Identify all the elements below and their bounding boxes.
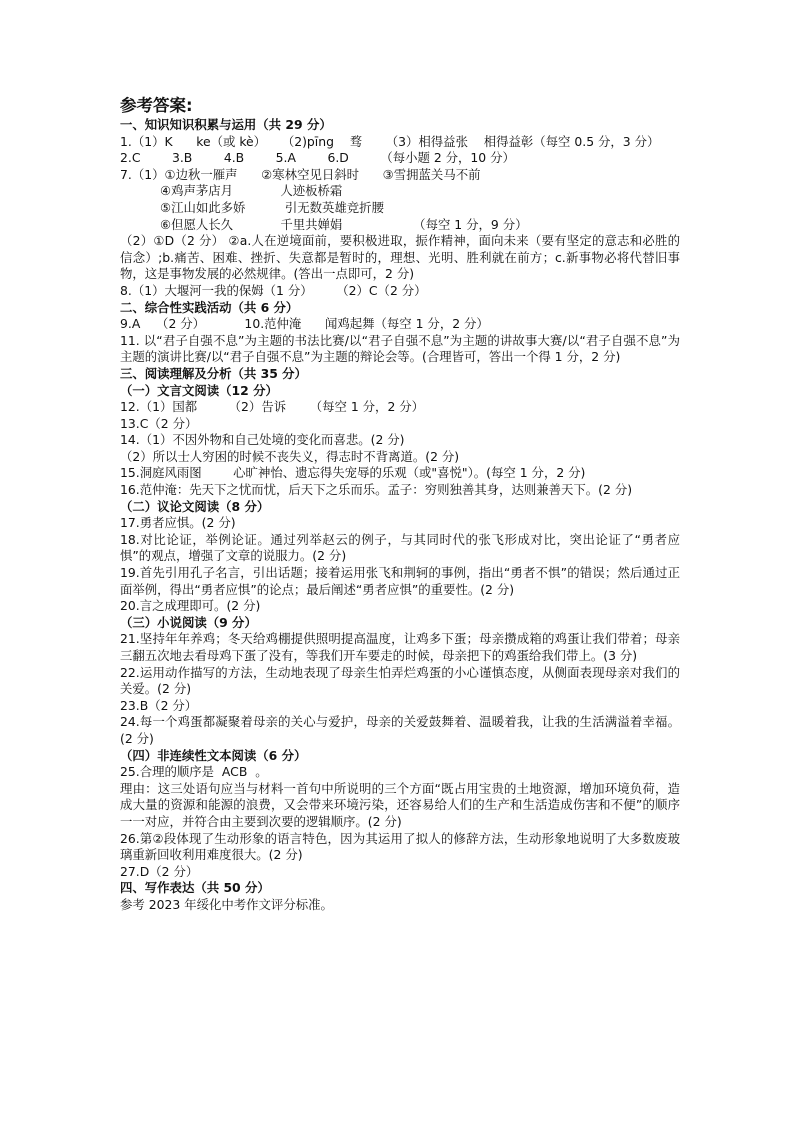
- answer-line: ⑤江山如此多娇 引无数英雄竞折腰: [160, 199, 384, 215]
- page-title: 参考答案:: [120, 96, 193, 115]
- answer-line: （2）①D（2 分） ②a.人在逆境面前，要积极进取，振作精神，面向未来（要有坚定的意志和必胜的信念）;b.痛苦、困难、挫折、失意都是暂时的，理想、光明、胜利就在前方；c.新事物必将代替旧事物，这是事物发展的必然规律。(答出一点即可，2 分): [120, 233, 680, 282]
- answer-line: （2）所以士人穷困的时候不丧失义，得志时不背离道。(2 分): [120, 448, 460, 464]
- answer-line: 1.（1）K ke（或 kè） （2)pīng 骛 （3）相得益张 相得益彰（每空 0.5 分，3 分）: [120, 133, 660, 149]
- answer-line: 24.每一个鸡蛋都凝聚着母亲的关心与爱护，母亲的关爱鼓舞着、温暖着我，让我的生活满溢着幸福。(2 分): [120, 714, 680, 746]
- section-heading: （一）文言文阅读（12 分）: [120, 382, 278, 398]
- section-heading: 三、阅读理解及分析（共 35 分）: [120, 365, 307, 381]
- answer-line: ⑥但愿人长久 千里共婵娟 （每空 1 分，9 分）: [160, 216, 528, 232]
- answer-line: 13.C（2 分）: [120, 415, 198, 431]
- section-heading: （二）议论文阅读（8 分）: [120, 498, 270, 514]
- answer-line: 22.运用动作描写的方法，生动地表现了母亲生怕弄烂鸡蛋的小心谨慎态度，从侧面表现母亲对我们的关爱。(2 分): [120, 664, 680, 697]
- answer-line: 17.勇者应惧。(2 分): [120, 515, 236, 531]
- answer-line: 11. 以“君子自强不息”为主题的书法比赛/以“君子自强不息”为主题的讲故事大赛/以“君子自强不息”为主题的演讲比赛/以“君子自强不息”为主题的辩论会等。(合理皆可，答出一个得 1 分，2 分): [120, 332, 680, 365]
- section-heading: 四、写作表达（共 50 分）: [120, 880, 270, 896]
- answer-line: 23.B（2 分）: [120, 697, 198, 713]
- answer-key-document: [120, 96, 680, 914]
- answer-line: 8.（1）大堰河一我的保姆（1 分） （2）C（2 分）: [120, 282, 427, 298]
- answer-line: 20.言之成理即可。(2 分): [120, 598, 261, 614]
- answer-line: 2.C 3.B 4.B 5.A 6.D （每小题 2 分，10 分）: [120, 150, 515, 166]
- answer-line: 27.D（2 分）: [120, 863, 199, 879]
- answer-line: ④鸡声茅店月 人迹板桥霜: [160, 183, 343, 199]
- answer-line: 参考 2023 年绥化中考作文评分标准。: [120, 896, 333, 912]
- answer-line: 9.A （2 分） 10.范仲淹 闻鸡起舞（每空 1 分，2 分）: [120, 316, 489, 332]
- answer-line: 18.对比论证，举例论证。通过列举赵云的例子，与其同时代的张飞形成对比，突出论证了“勇者应惧”的观点，增强了文章的说服力。(2 分): [120, 531, 680, 564]
- answer-line: 7.（1）①边秋一雁声 ②寒林空见日斜时 ③雪拥蓝关马不前: [120, 166, 481, 182]
- answer-line: 16.范仲淹：先天下之忧而忧，后天下之乐而乐。孟子：穷则独善其身，达则兼善天下。(2 分): [120, 482, 633, 498]
- answer-line: 15.洞庭风雨图 心旷神怡、遗忘得失宠辱的乐观（或"喜悦"）。(每空 1 分，2 分): [120, 465, 586, 481]
- answer-line: 12.（1）国都 （2）告诉 （每空 1 分，2 分）: [120, 399, 425, 415]
- answer-line: 25.合理的顺序是 ACB 。: [120, 764, 268, 780]
- section-heading: 二、综合性实践活动（共 6 分）: [120, 299, 299, 315]
- section-heading: 一、知识知识积累与运用（共 29 分）: [120, 117, 332, 132]
- answer-line: 14.（1）不因外物和自己处境的变化而喜悲。(2 分): [120, 432, 405, 448]
- answer-line: 26.第②段体现了生动形象的语言特色，因为其运用了拟人的修辞方法，生动形象地说明了大多数废玻璃重新回收利用难度很大。(2 分): [120, 830, 680, 863]
- answer-lines: [120, 117, 680, 914]
- answer-line: 19.首先引用孔子名言，引出话题；接着运用张飞和荆轲的事例，指出“勇者不惧”的错误；然后通过正面举例，得出“勇者应惧”的论点；最后阐述“勇者应惧”的重要性。(2 分): [120, 565, 680, 597]
- answer-line: 21.坚持年年养鸡；冬天给鸡棚提供照明提高温度，让鸡多下蛋；母亲攒成箱的鸡蛋让我们带着；母亲三翻五次地去看母鸡下蛋了没有，等我们开车要走的时候，母亲把下的鸡蛋给我们带上。(3 分): [120, 631, 680, 663]
- section-heading: （四）非连续性文本阅读（6 分）: [120, 747, 307, 763]
- section-heading: （三）小说阅读（9 分）: [120, 614, 257, 630]
- answer-line: 理由：这三处语句应当与材料一首句中所说明的三个方面“既占用宝贵的土地资源，增加环境负荷，造成大量的资源和能源的浪费，又会带来环境污染，还容易给人们的生产和生活造成伤害和不便”的顺序一一对应，并符合由主要到次要的逻辑顺序。(2 分): [120, 780, 680, 829]
